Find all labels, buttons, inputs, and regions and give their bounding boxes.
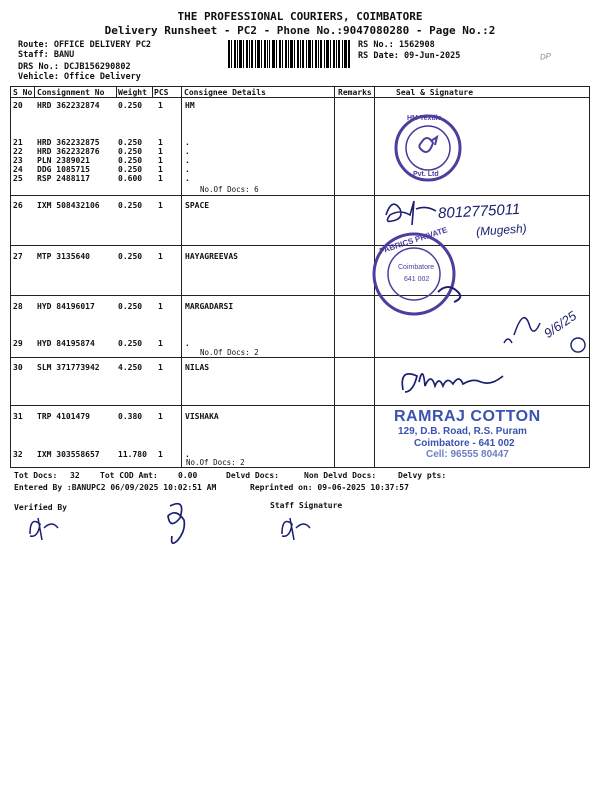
- route-label: Route: OFFICE DELIVERY PC2: [18, 40, 152, 50]
- ramraj-address-line1: 129, D.B. Road, R.S. Puram: [398, 426, 527, 437]
- handwritten-name: (Mugesh): [475, 221, 528, 239]
- verified-by-signature: [24, 508, 64, 544]
- entered-by-signature: [160, 496, 200, 556]
- col-consignment: Consignment No: [37, 88, 105, 97]
- col-consignee: Consignee Details: [184, 88, 266, 97]
- tot-docs-label: Tot Docs:: [14, 471, 58, 480]
- signature-row30: [395, 360, 525, 402]
- staff-signature-label: Staff Signature: [270, 501, 343, 510]
- staff-label: Staff: BANU: [18, 50, 75, 60]
- drs-number: DRS No.: DCJB156290802: [18, 62, 131, 72]
- runsheet-subtitle: Delivery Runsheet - PC2 - Phone No.:9047080280 - Page No.:2: [104, 24, 496, 37]
- fabrics-stamp-top-text: FABRICS PRIVATE: [378, 225, 449, 256]
- vehicle-label: Vehicle: Office Delivery: [18, 72, 141, 82]
- col-pcs: PCS: [154, 88, 169, 97]
- verified-by-label: Verified By: [14, 503, 67, 512]
- ramraj-cell: Cell: 96555 80447: [426, 449, 509, 460]
- tot-cod-label: Tot COD Amt:: [100, 471, 158, 480]
- rs-date: RS Date: 09-Jun-2025: [358, 51, 461, 61]
- delvy-pts: Delvy pts:: [398, 471, 447, 480]
- non-delvd-docs: Non Delvd Docs:: [304, 471, 377, 480]
- tot-cod-value: 0.00: [178, 471, 198, 480]
- ramraj-stamp: [394, 406, 574, 464]
- col-remarks: Remarks: [338, 88, 372, 97]
- col-weight: Weight: [118, 88, 147, 97]
- ramraj-address-line2: Coimbatore - 641 002: [414, 438, 515, 449]
- signature-row28: [500, 295, 590, 357]
- col-sno: S No: [13, 88, 33, 97]
- tot-docs-value: 32: [70, 471, 80, 480]
- docs-count-group2: No.Of Docs: 2: [200, 348, 259, 357]
- fabrics-stamp: [358, 225, 468, 316]
- reprinted-on: Reprinted on: 09-06-2025 10:37:57: [250, 483, 409, 492]
- hm-stamp-top-text: HM Textile: [407, 115, 442, 122]
- corner-note: DP: [539, 51, 552, 62]
- handwritten-phone: 8012775011: [437, 200, 521, 223]
- handwritten-date: 9/6/25: [540, 307, 580, 342]
- hm-stamp-bottom-text: Pvt. Ltd: [413, 171, 439, 178]
- ramraj-name: RAMRAJ COTTON: [394, 408, 541, 425]
- fabrics-stamp-city: Coimbatore: [398, 264, 435, 271]
- staff-signature: [276, 508, 316, 544]
- hm-textile-stamp: [393, 113, 463, 183]
- col-seal: Seal & Signature: [396, 88, 474, 97]
- docs-count-group3: No.Of Docs: 2: [186, 458, 245, 467]
- entered-by: Entered By :BANUPC2 06/09/2025 10:02:51 AM: [14, 483, 217, 492]
- docs-count-group1: No.Of Docs: 6: [200, 185, 259, 194]
- barcode: [228, 40, 350, 68]
- delvd-docs: Delvd Docs:: [226, 471, 279, 480]
- rs-number: RS No.: 1562908: [358, 40, 435, 50]
- company-title: THE PROFESSIONAL COURIERS, COIMBATORE: [177, 10, 423, 23]
- fabrics-stamp-code: 641 002: [404, 276, 430, 283]
